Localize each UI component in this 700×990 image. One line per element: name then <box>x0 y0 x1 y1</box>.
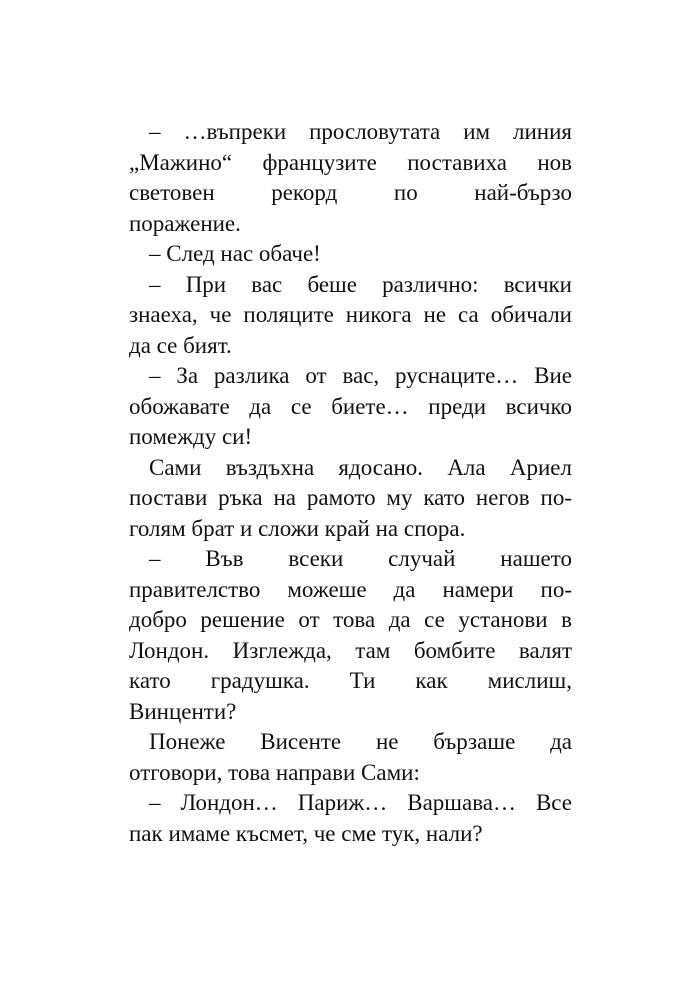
text-line: „Мажино“ французите поставиха нов <box>129 149 572 175</box>
text-line: пак имаме късмет, че сме тук, нали? <box>129 820 483 846</box>
text-line: Лондон. Изглежда, там бомбите валят <box>129 637 572 663</box>
text-line: обожавате да се биете… преди всичко <box>129 393 572 419</box>
text-line: – При вас беше различно: всички <box>149 271 572 297</box>
text-line: знаеха, че поляците никога не са обичали <box>129 302 572 327</box>
text-line: постави ръка на рамото му като негов по- <box>129 485 572 510</box>
text-line: поражение. <box>129 210 241 236</box>
book-page-text <box>129 117 572 849</box>
text-line: световен рекорд по най-бързо <box>129 180 572 205</box>
text-line: добро решение от това да се установи в <box>129 607 572 632</box>
text-line: Сами въздъхна ядосано. Ала Ариел <box>149 454 572 480</box>
text-line: – Във всеки случай нашето <box>149 546 572 571</box>
text-line: отговори, това направи Сами: <box>129 759 420 785</box>
text-line: – Лондон… Париж… Варшава… Все <box>149 790 572 815</box>
paragraph <box>129 117 572 239</box>
text-line: – За разлика от вас, руснаците… Вие <box>149 363 572 388</box>
text-line: голям брат и сложи край на спора. <box>129 515 466 541</box>
text-line: да се бият. <box>129 332 232 358</box>
text-line: като градушка. Ти как мислиш, <box>129 668 572 693</box>
paragraph <box>129 788 572 849</box>
paragraph <box>129 544 572 727</box>
text-line: – …въпреки прословутата им линия <box>149 119 572 144</box>
text-line: Винценти? <box>129 698 237 724</box>
text-line: – След нас обаче! <box>149 241 321 266</box>
paragraph <box>129 239 572 270</box>
paragraph <box>129 453 572 545</box>
text-line: правителство можеше да намери по- <box>129 576 572 602</box>
paragraph <box>129 727 572 788</box>
text-line: Понеже Висенте не бързаше да <box>149 729 572 754</box>
text-body <box>129 117 572 849</box>
paragraph <box>129 270 572 362</box>
paragraph <box>129 361 572 453</box>
text-line: помежду си! <box>129 424 253 449</box>
